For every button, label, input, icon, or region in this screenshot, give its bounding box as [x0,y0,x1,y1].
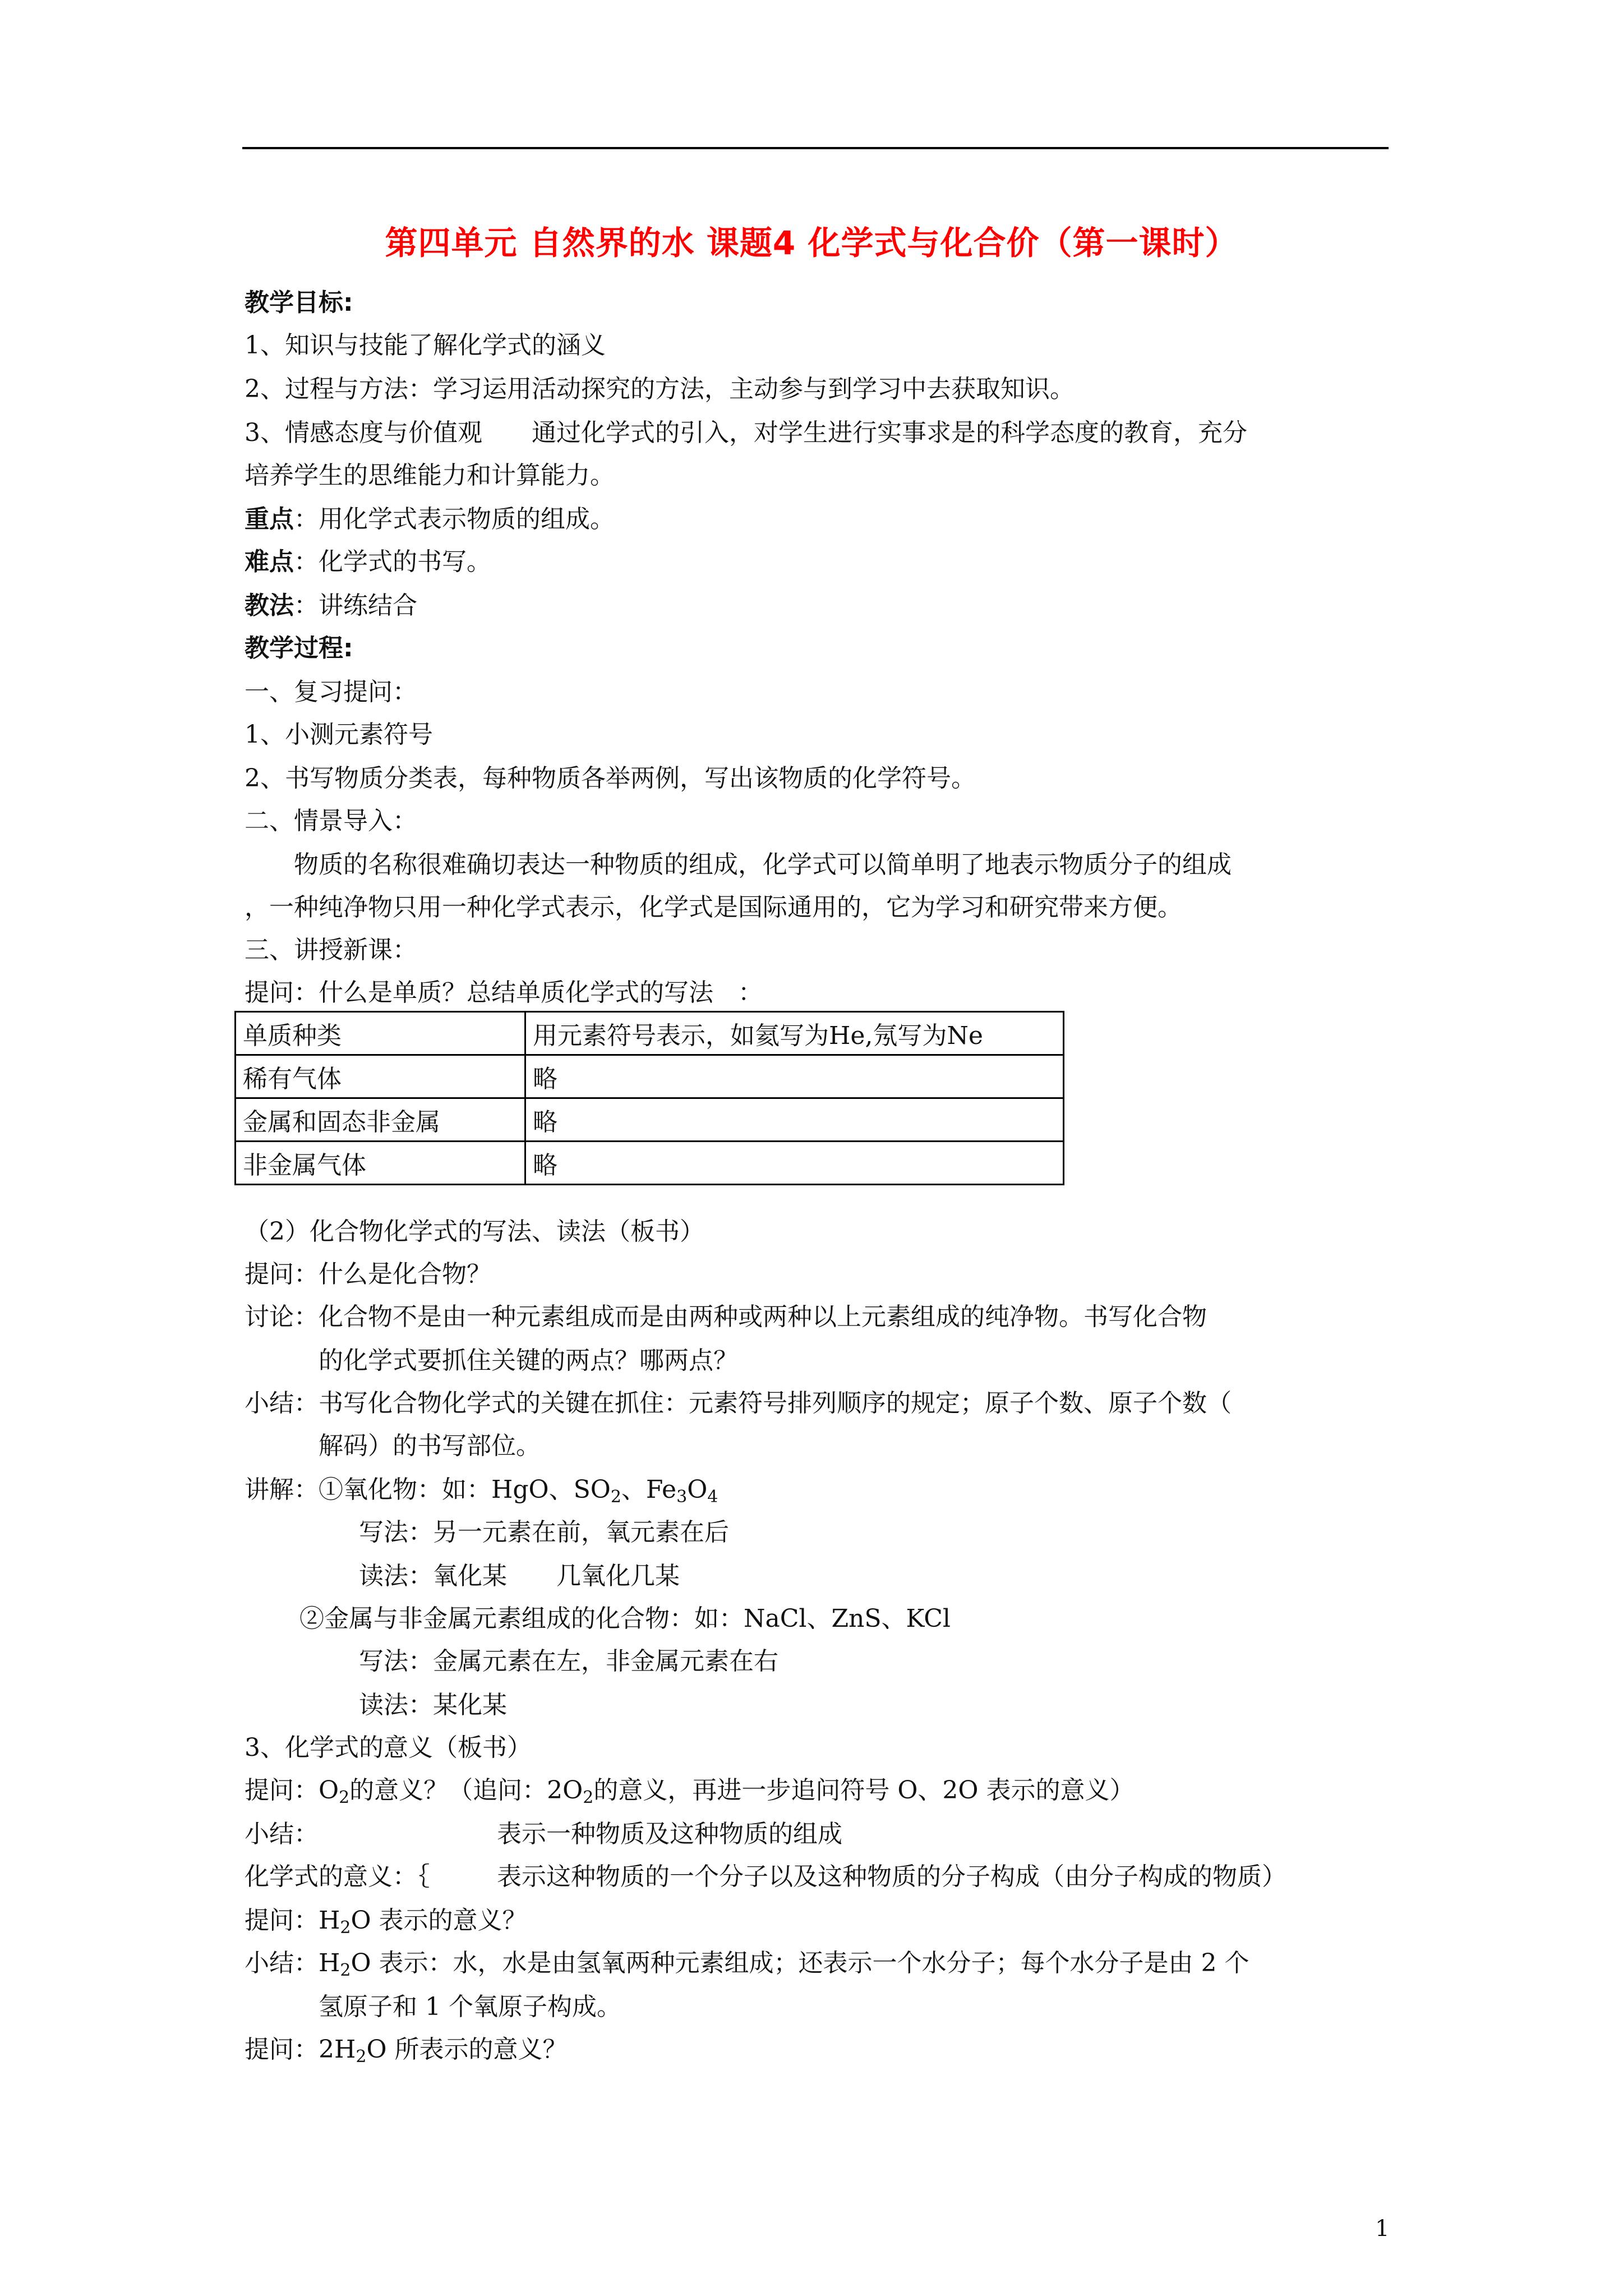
table-row [236,1142,1064,1185]
text: 的意义，再进一步追问符号 O、2O 表示的意义） [593,1776,1135,1805]
summary-label: 小结： [245,1820,319,1848]
table-cell: 略 [525,1142,1064,1185]
subscript: 3 [676,1487,688,1507]
review-item-1: 1、小测元素符号 [245,720,433,749]
text: 的意义？（追问：2O [349,1776,583,1805]
table-row [236,1012,1064,1055]
oxide-o: O [687,1475,708,1504]
text: O 表示：水，水是由氢氧两种元素组成；还表示一个水分子；每个水分子是由 2 个 [351,1949,1249,1977]
intro-heading: 二、情景导入： [245,807,417,835]
page-title: 第四单元 自然界的水 课题4 化学式与化合价（第一课时） [385,224,1238,262]
table-cell: 用元素符号表示，如氦写为He,氖写为Ne [525,1012,1064,1055]
table-body [236,1012,1064,1185]
oxide-writing-rule: 写法：另一元素在前，氧元素在后 [359,1518,729,1547]
new-lesson-heading: 三、讲授新课： [245,936,417,964]
oxide-mid: 、Fe [621,1475,677,1504]
objective-2: 2、过程与方法：学习运用活动探究的方法，主动参与到学习中去获取知识。 [245,375,1075,403]
oxide-reading-rule: 读法：氧化某 几氧化几某 [359,1562,680,1590]
compound-heading: （2）化合物化学式的写法、读法（板书） [245,1217,704,1246]
summary-line2: 解码）的书写部位。 [245,1432,541,1460]
question-h2o [245,1904,527,1938]
review-heading: 一、复习提问： [245,678,417,706]
intro-paragraph-line1: 物质的名称很难确切表达一种物质的组成，化学式可以简单明了地表示物质分子的组成 [245,850,1232,879]
table-row [236,1055,1064,1098]
discussion-line2: 的化学式要抓住关键的两点？哪两点？ [245,1346,738,1375]
table-cell: 金属和固态非金属 [236,1098,525,1142]
summary-h2o-line1 [245,1947,1249,1980]
text: O 表示的意义？ [351,1906,527,1935]
element-formula-table [234,1011,1064,1185]
oxide-prefix: 讲解：①氧化物：如：HgO、SO [245,1475,611,1504]
subscript: 2 [340,1961,351,1980]
discussion-line1: 讨论：化合物不是由一种元素组成而是由两种或两种以上元素组成的纯净物。书写化合物 [245,1303,1207,1331]
meaning-heading: 3、化学式的意义（板书） [245,1733,532,1762]
method [245,589,417,623]
process-heading: 教学过程: [245,634,353,662]
summary-line1: 小结：书写化合物化学式的关键在抓住：元素符号排列顺序的规定；原子个数、原子个数（ [245,1389,1232,1418]
text: 小结：H [245,1949,340,1977]
difficulty-label: 难点 [245,547,294,576]
text: 提问：H [245,1906,340,1935]
subscript: 2 [339,1788,350,1807]
metal-compound: ②金属与非金属元素组成的化合物：如：NaCl、ZnS、KCl [299,1604,951,1633]
key-point-label: 重点 [245,505,294,533]
method-label: 教法 [245,591,294,620]
text: O 所表示的意义？ [366,2035,568,2064]
table-cell: 略 [525,1098,1064,1142]
header-rule [242,147,1389,149]
difficulty-text: ：化学式的书写。 [294,547,491,576]
metal-reading-rule: 读法：某化某 [359,1691,507,1719]
objective-3-line2: 培养学生的思维能力和计算能力。 [245,461,615,490]
text: 提问：O [245,1776,339,1805]
key-point [245,503,615,536]
text: 提问：2H [245,2035,356,2064]
question-2h2o [245,2033,568,2067]
key-point-text: ：用化学式表示物质的组成。 [294,505,615,533]
table-row [236,1098,1064,1142]
meaning-label: 化学式的意义：｛ [245,1862,430,1891]
summary-h2o-line2: 氢原子和 1 个氧原子构成。 [245,1993,621,2021]
table-cell: 稀有气体 [236,1055,525,1098]
meaning-item-2: 表示这种物质的一个分子以及这种物质的分子构成（由分子构成的物质） [497,1862,1287,1891]
meaning-item-1: 表示一种物质及这种物质的组成 [497,1820,842,1848]
method-text: ：讲练结合 [294,591,417,620]
question-elements: 提问：什么是单质？总结单质化学式的写法 ： [245,978,763,1007]
table-cell: 略 [525,1055,1064,1098]
subscript: 4 [707,1487,718,1507]
metal-writing-rule: 写法：金属元素在左，非金属元素在右 [359,1647,778,1676]
intro-paragraph-line2: ，一种纯净物只用一种化学式表示，化学式是国际通用的，它为学习和研究带来方便。 [245,893,1182,922]
review-item-2: 2、书写物质分类表，每种物质各举两例，写出该物质的化学符号。 [245,764,976,793]
question-o2 [245,1774,1134,1807]
question-compound: 提问：什么是化合物？ [245,1260,491,1289]
objectives-heading: 教学目标: [245,288,353,317]
objective-1: 1、知识与技能了解化学式的涵义 [245,331,606,360]
table-cell: 非金属气体 [236,1142,525,1185]
subscript: 2 [356,2047,367,2067]
subscript: 2 [583,1788,594,1807]
explain-oxide [245,1473,718,1507]
subscript: 2 [340,1918,351,1938]
page-number: 1 [1375,2216,1390,2242]
objective-3-line1: 3、情感态度与价值观 通过化学式的引入，对学生进行实事求是的科学态度的教育，充分 [245,418,1247,447]
subscript: 2 [610,1487,621,1507]
difficulty [245,545,491,579]
table-cell: 单质种类 [236,1012,525,1055]
